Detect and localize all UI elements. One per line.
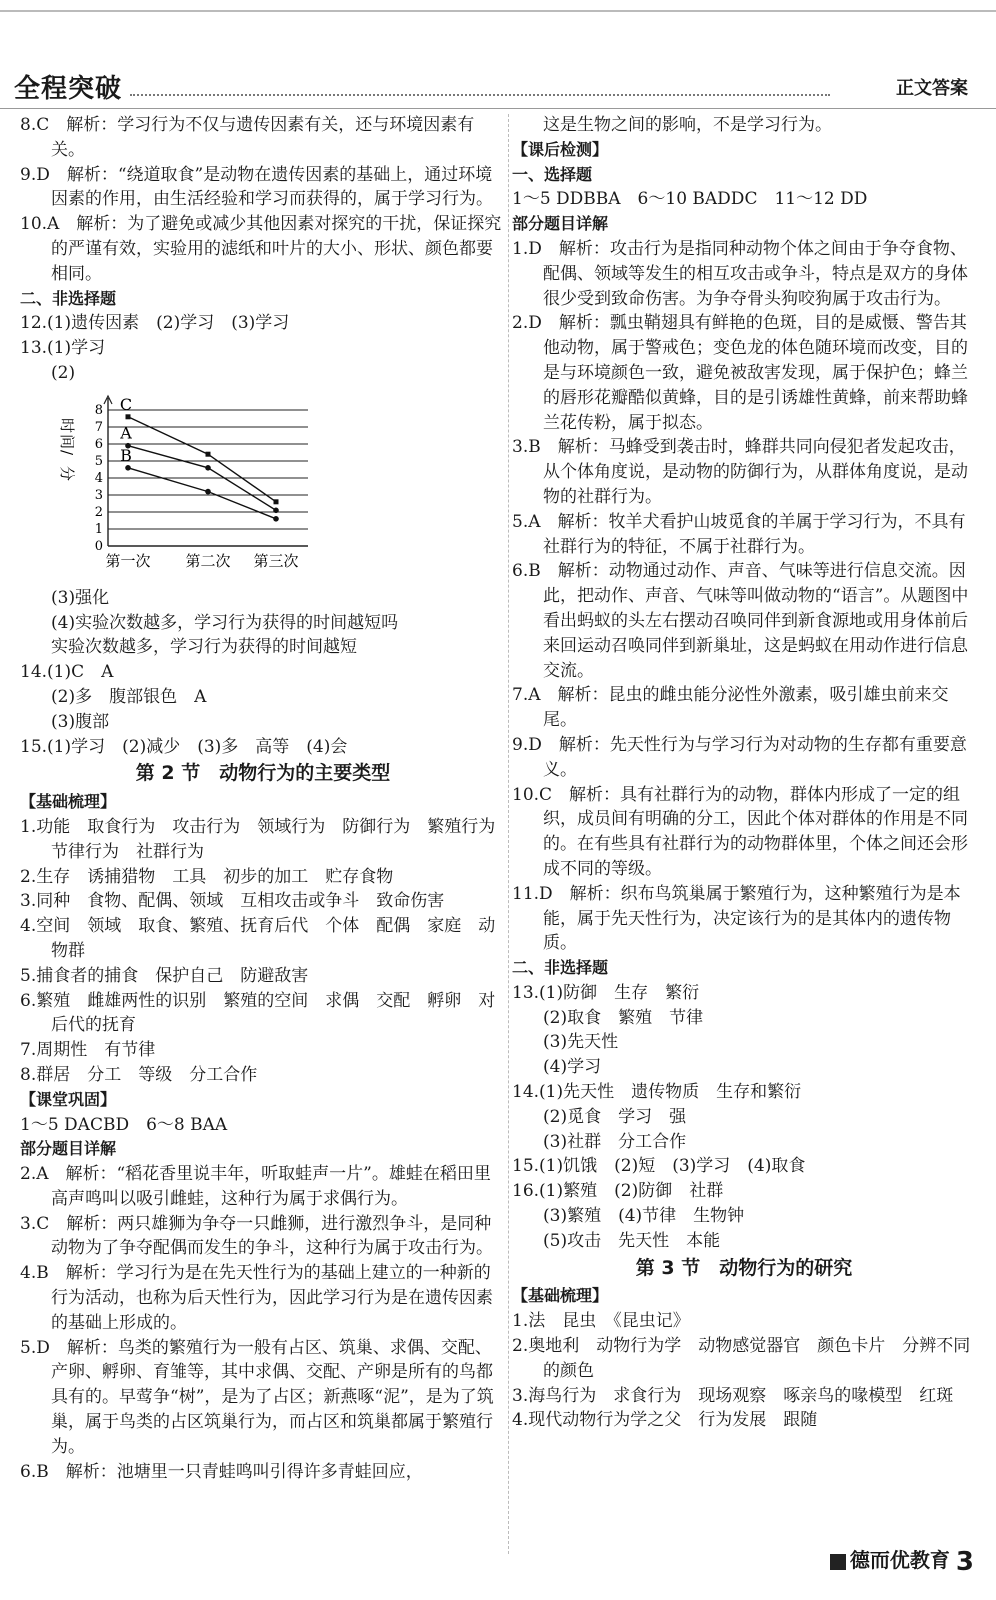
data-point-B: [125, 465, 131, 471]
x-tick-label: 第一次: [105, 551, 151, 570]
section-heading: 二、非选择题: [512, 958, 609, 978]
y-tick-label: 7: [94, 419, 103, 435]
series-label-A: A: [120, 423, 132, 443]
y-tick-label: 1: [94, 521, 103, 537]
section-heading: 部分题目详解: [512, 214, 609, 234]
answer-line: (5)攻击 先天性 本能: [543, 1230, 721, 1251]
answer-line: 13.(1)学习: [20, 338, 106, 359]
answer-line: 16.(1)繁殖 (2)防御 社群: [512, 1181, 724, 1202]
y-tick-label: 4: [94, 470, 103, 486]
answer-line: 15.(1)饥饿 (2)短 (3)学习 (4)取食: [512, 1156, 806, 1177]
chapter-section-title: 第 3 节 动物行为的研究: [635, 1256, 853, 1279]
answer-line: 3.C 解析：两只雄狮为争夺一只雌狮，进行激烈争斗，是同种动物为了争夺配偶而发生的争斗，这种行为属于攻击行为。: [20, 1213, 493, 1259]
answer-line: 9.D 解析：先天性行为与学习行为对动物的生存都有重要意义。: [512, 734, 967, 780]
answer-line: (2): [51, 362, 76, 383]
answer-line: (2)取食 繁殖 节律: [543, 1007, 704, 1028]
section-heading: 部分题目详解: [20, 1139, 117, 1159]
series-line-B: [128, 468, 276, 519]
answer-line: 1～5 DACBD 6～8 BAA: [20, 1114, 228, 1135]
answer-line: 14.(1)先天性 遗传物质 生存和繁衍: [512, 1082, 802, 1103]
section-bracket-heading: 【课后检测】: [512, 139, 609, 159]
series-label-C: C: [119, 394, 133, 414]
answer-line: 1.法 昆虫 《昆虫记》: [512, 1311, 690, 1332]
brand-logo-text: 全程突破: [14, 74, 123, 104]
answer-line: 11.D 解析：织布鸟筑巢属于繁殖行为，这种繁殖行为是本能，属于先天性行为，决定该行为的是其体内的遗传物质。: [512, 883, 961, 954]
answer-line: 4.现代动物行为学之父 行为发展 跟随: [512, 1410, 818, 1431]
answer-line: (3)强化: [51, 587, 110, 608]
series-label-B: B: [120, 445, 132, 465]
answer-line: 3.B 解析：马蜂受到袭击时，蜂群共同向侵犯者发起攻击，从个体角度说，是动物的防御行为，从群体角度说，是动物的社群行为。: [512, 437, 968, 507]
page-number: 3: [955, 1546, 974, 1577]
left-column: [20, 113, 513, 1484]
y-axis-label-char: 时: [58, 417, 76, 433]
answer-line: 8.C 解析：学习行为不仅与遗传因素有关，还与环境因素有关。: [20, 115, 475, 160]
answer-line: (3)先天性: [543, 1032, 619, 1053]
answer-line: 实验次数越多，学习行为获得的时间越短: [51, 637, 357, 658]
answer-line: 4.B 解析：学习行为是在先天性行为的基础上建立的一种新的行为活动，也称为后天性行为，因此学习行为是在遗传因素的基础上形成的。: [20, 1263, 493, 1333]
answer-line: 这是生物之间的影响，不是学习行为。: [543, 115, 832, 135]
answer-line: 5.A 解析：牧羊犬看护山坡觅食的羊属于学习行为，不具有社群行为的特征，不属于社群行为。: [512, 511, 966, 557]
answer-line: 5.捕食者的捕食 保护自己 防避敌害: [20, 965, 309, 986]
page-header: [0, 0, 996, 112]
answer-line: 13.(1)防御 生存 繁衍: [512, 982, 700, 1003]
answer-line: (3)社群 分工合作: [543, 1131, 687, 1152]
section-heading: 二、非选择题: [20, 288, 117, 308]
y-tick-label: 0: [94, 538, 103, 554]
data-point-B: [273, 516, 279, 522]
answer-line: 3.同种 食物、配偶、领域 互相攻击或争斗 致命伤害: [20, 891, 445, 912]
answer-line: 1.功能 取食行为 攻击行为 领域行为 防御行为 繁殖行为 节律行为 社群行为: [20, 816, 513, 862]
answer-line: 2.生存 诱捕猎物 工具 初步的加工 贮存食物: [20, 866, 394, 887]
answer-line: 8.群居 分工 等级 分工合作: [20, 1064, 258, 1085]
learning-time-chart: [48, 386, 328, 586]
data-point-C: [274, 499, 279, 504]
answer-line: 2.A 解析：“稻花香里说丰年，听取蛙声一片”。雄蛙在稻田里高声鸣叫以吸引雌蛙，这种行为属于求偶行为。: [20, 1164, 491, 1209]
answer-line: 3.海鸟行为 求食行为 现场观察 啄亲鸟的喙模型 红斑: [512, 1385, 954, 1406]
answer-line: (2)多 腹部银色 A: [51, 686, 207, 707]
y-axis-label-char: 分: [58, 465, 76, 481]
answer-line: 9.D 解析：“绕道取食”是动物在遗传因素的基础上，通过环境因素的作用，由生活经验和学习而获得的，属于学习行为。: [20, 164, 493, 210]
section-bracket-heading: 【课堂巩固】: [20, 1089, 117, 1109]
answer-line: 7.周期性 有节律: [20, 1040, 156, 1061]
answer-line: 6.繁殖 雌雄两性的识别 繁殖的空间 求偶 交配 孵卵 对后代的抚育: [20, 990, 496, 1036]
answer-line: 14.(1)C A: [20, 662, 114, 683]
x-tick-label: 第三次: [253, 551, 299, 570]
answer-line: 10.A 解析：为了避免或减少其他因素对探究的干扰，保证探究的严谨有效，实验用的滤纸和叶片的大小、形状、颜色都要相同。: [20, 214, 502, 284]
section-label: 正文答案: [896, 78, 968, 99]
answer-line: 4.空间 领域 取食、繁殖、抚育后代 个体 配偶 家庭 动物群: [20, 916, 496, 961]
answer-line: (2)觅食 学习 强: [543, 1106, 687, 1127]
right-column: [512, 113, 976, 1433]
section-heading: 一、选择题: [512, 164, 593, 184]
footer-brand: 德而优教育: [849, 1548, 950, 1572]
y-tick-label: 6: [94, 436, 103, 452]
header-dotted-line: [130, 94, 830, 96]
data-point-A: [205, 465, 211, 471]
answer-line: 6.B 解析：动物通过动作、声音、气味等进行信息交流。因此，把动作、声音、气味等叫做动物的“语言”。从题图中看出蚂蚁的头左右摆动召唤同伴到新食源地或用身体前后来回运动召唤同伴到新巢址，这是蚂蚁在用动作进行信息交流。: [512, 561, 969, 681]
answer-line: 1.D 解析：攻击行为是指同种动物个体之间由于争夺食物、配偶、领域等发生的相互攻击或争斗，特点是双方的身体很少受到致命伤害。为争夺骨头狗咬狗属于攻击行为。: [512, 238, 968, 309]
answer-line: 2.D 解析：瓢虫鞘翅具有鲜艳的色斑，目的是威慑、警告其他动物，属于警戒色；变色龙的体色随环境而改变，目的是与环境颜色一致，避免被敌害发现，属于保护色；蜂兰的唇形花瓣酷似黄蜂，目的是引诱雄性黄蜂，前来帮助蜂兰花传粉，属于拟态。: [512, 313, 968, 433]
answer-line: (4)实验次数越多，学习行为获得的时间越短吗: [51, 612, 399, 633]
y-tick-label: 2: [94, 504, 103, 520]
answer-line: 12.(1)遗传因素 (2)学习 (3)学习: [20, 313, 290, 334]
x-tick-label: 第二次: [185, 551, 231, 570]
answer-line: (4)学习: [543, 1057, 602, 1078]
y-tick-label: 3: [94, 487, 103, 503]
chapter-section-title: 第 2 节 动物行为的主要类型: [135, 762, 391, 785]
column-divider: [508, 114, 509, 1554]
answer-line: (3)繁殖 (4)节律 生物钟: [543, 1206, 745, 1227]
header-rule: [0, 108, 996, 109]
page-footer: [830, 1544, 974, 1577]
y-axis-label-char: 间: [58, 433, 76, 449]
answer-line: 5.D 解析：鸟类的繁殖行为一般有占区、筑巢、求偶、交配、产卵、孵卵、育雏等，其中求偶、交配、产卵是所有的鸟都具有的。早莺争“树”，是为了占区；新燕啄“泥”，是为了筑巢，属于鸟类的占区筑巢行为，而占区和筑巢都属于繁殖行为。: [20, 1337, 494, 1457]
data-point-A: [273, 507, 279, 513]
header-top-line: [0, 10, 996, 12]
y-axis-label-char: /: [58, 449, 76, 455]
chart-container: [48, 386, 506, 586]
data-point-C: [206, 451, 211, 456]
y-tick-label: 5: [94, 453, 103, 469]
answer-line: 2.奥地利 动物行为学 动物感觉器官 颜色卡片 分辨不同的颜色: [512, 1336, 971, 1381]
section-bracket-heading: 【基础梳理】: [512, 1286, 609, 1306]
data-point-B: [205, 489, 211, 495]
answer-line: 10.C 解析：具有社群行为的动物，群体内形成了一定的组织，成员间有明确的分工，因此个体对群体的作用是不同的。在有些具有社群行为的动物群体里，个体之间还会形成不同的等级。: [512, 784, 968, 879]
answer-line: (3)腹部: [51, 711, 110, 732]
series-line-C: [128, 417, 276, 502]
answer-line: 1～5 DDBBA 6～10 BADDC 11～12 DD: [512, 189, 868, 210]
data-point-C: [126, 414, 131, 419]
y-tick-label: 8: [94, 402, 103, 418]
answer-line: 7.A 解析：昆虫的雌虫能分泌性外激素，吸引雄虫前来交尾。: [512, 685, 949, 731]
answer-line: 15.(1)学习 (2)减少 (3)多 高等 (4)会: [20, 736, 348, 757]
answer-line: 6.B 解析：池塘里一只青蛙鸣叫引得许多青蛙回应，: [20, 1461, 423, 1482]
section-bracket-heading: 【基础梳理】: [20, 792, 117, 812]
footer-logo-icon: [830, 1554, 846, 1570]
